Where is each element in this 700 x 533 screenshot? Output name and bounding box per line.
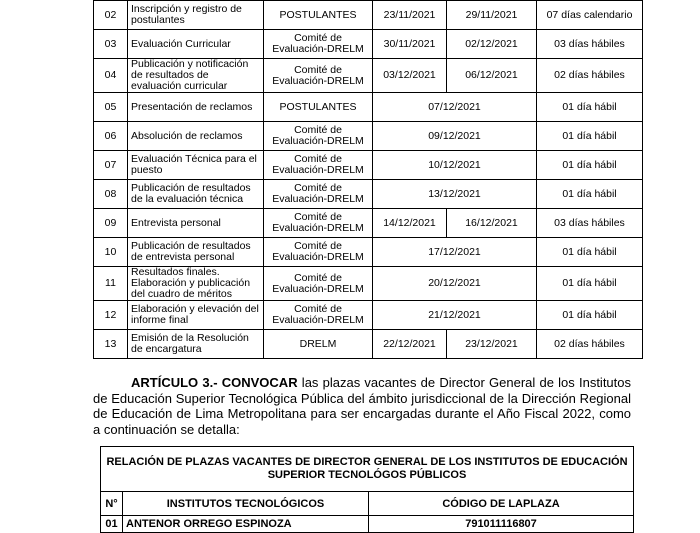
duration-cell: 01 día hábil [537,122,643,151]
responsible-cell: DRELM [264,330,373,359]
row-number: 11 [94,267,128,301]
duration-cell: 03 días hábiles [537,30,643,59]
row-number: 05 [94,93,128,122]
responsible-cell: POSTULANTES [264,93,373,122]
row-number: 10 [94,238,128,267]
responsible-cell: Comité de Evaluación-DRELM [264,180,373,209]
responsible-cell: POSTULANTES [264,1,373,30]
duration-cell: 01 día hábil [537,301,643,330]
row-number: 02 [94,1,128,30]
start-date-cell: 30/11/2021 [373,30,447,59]
activity-cell: Presentación de reclamos [128,93,264,122]
date-cell: 21/12/2021 [373,301,537,330]
plazas-col-num: N° [101,492,123,516]
end-date-cell: 06/12/2021 [447,59,537,93]
activity-cell: Absolución de reclamos [128,122,264,151]
duration-cell: 01 día hábil [537,238,643,267]
row-number: 04 [94,59,128,93]
responsible-cell: Comité de Evaluación-DRELM [264,301,373,330]
plazas-col-inst: INSTITUTOS TECNOLÓGICOS [123,492,369,516]
duration-cell: 03 días hábiles [537,209,643,238]
date-cell: 10/12/2021 [373,151,537,180]
schedule-row [94,1,643,30]
responsible-cell: Comité de Evaluación-DRELM [264,30,373,59]
schedule-row [94,93,643,122]
end-date-cell: 23/12/2021 [447,330,537,359]
article-body: las plazas vacantes de Director General de los Institutos de Educación Superior Tecnológica Pública del ámbito jurisdiccional de la Dirección Regional de Educación de Lima Metropolitana para ser encargadas durante el Año Fiscal 2022, como a continuación se detalla: [93,375,632,437]
schedule-row [94,301,643,330]
activity-cell: Publicación y notificación de resultados de evaluación curricular [128,59,264,93]
duration-cell: 01 día hábil [537,93,643,122]
schedule-row [94,238,643,267]
schedule-row [94,180,643,209]
article-heading: ARTÍCULO 3.- CONVOCAR [131,375,298,390]
schedule-row [94,151,643,180]
plazas-row-code: 791011116807 [369,516,634,533]
article-3-paragraph [93,375,631,437]
plazas-row-inst: ANTENOR ORREGO ESPINOZA [123,516,369,533]
schedule-table [93,0,643,359]
schedule-row [94,267,643,301]
activity-cell: Inscripción y registro de postulantes [128,1,264,30]
start-date-cell: 03/12/2021 [373,59,447,93]
plazas-table [100,446,634,533]
row-number: 08 [94,180,128,209]
responsible-cell: Comité de Evaluación-DRELM [264,209,373,238]
row-number: 13 [94,330,128,359]
activity-cell: Publicación de resultados de la evaluación técnica [128,180,264,209]
date-cell: 13/12/2021 [373,180,537,209]
duration-cell: 02 días hábiles [537,59,643,93]
date-cell: 07/12/2021 [373,93,537,122]
activity-cell: Elaboración y elevación del informe final [128,301,264,330]
date-cell: 20/12/2021 [373,267,537,301]
schedule-row [94,209,643,238]
duration-cell: 01 día hábil [537,180,643,209]
duration-cell: 01 día hábil [537,267,643,301]
activity-cell: Resultados finales. Elaboración y publicación del cuadro de méritos [128,267,264,301]
plazas-title: RELACIÓN DE PLAZAS VACANTES DE DIRECTOR GENERAL DE LOS INSTITUTOS DE EDUCACIÓN SUPERIOR TECNOLÓGOS PÚBLICOS [101,447,634,492]
plazas-col-code: CÓDIGO DE LAPLAZA [369,492,634,516]
duration-cell: 01 día hábil [537,151,643,180]
start-date-cell: 14/12/2021 [373,209,447,238]
duration-cell: 02 días hábiles [537,330,643,359]
row-number: 07 [94,151,128,180]
date-cell: 09/12/2021 [373,122,537,151]
row-number: 12 [94,301,128,330]
plazas-row [101,516,634,533]
responsible-cell: Comité de Evaluación-DRELM [264,238,373,267]
schedule-row [94,122,643,151]
start-date-cell: 23/11/2021 [373,1,447,30]
row-number: 06 [94,122,128,151]
start-date-cell: 22/12/2021 [373,330,447,359]
responsible-cell: Comité de Evaluación-DRELM [264,122,373,151]
plazas-row-num: 01 [101,516,123,533]
row-number: 09 [94,209,128,238]
activity-cell: Evaluación Curricular [128,30,264,59]
activity-cell: Entrevista personal [128,209,264,238]
end-date-cell: 02/12/2021 [447,30,537,59]
schedule-row [94,59,643,93]
duration-cell: 07 días calendario [537,1,643,30]
schedule-row [94,30,643,59]
end-date-cell: 29/11/2021 [447,1,537,30]
activity-cell: Emisión de la Resolución de encargatura [128,330,264,359]
date-cell: 17/12/2021 [373,238,537,267]
responsible-cell: Comité de Evaluación-DRELM [264,267,373,301]
responsible-cell: Comité de Evaluación-DRELM [264,59,373,93]
activity-cell: Publicación de resultados de entrevista personal [128,238,264,267]
activity-cell: Evaluación Técnica para el puesto [128,151,264,180]
schedule-row [94,330,643,359]
row-number: 03 [94,30,128,59]
responsible-cell: Comité de Evaluación-DRELM [264,151,373,180]
end-date-cell: 16/12/2021 [447,209,537,238]
